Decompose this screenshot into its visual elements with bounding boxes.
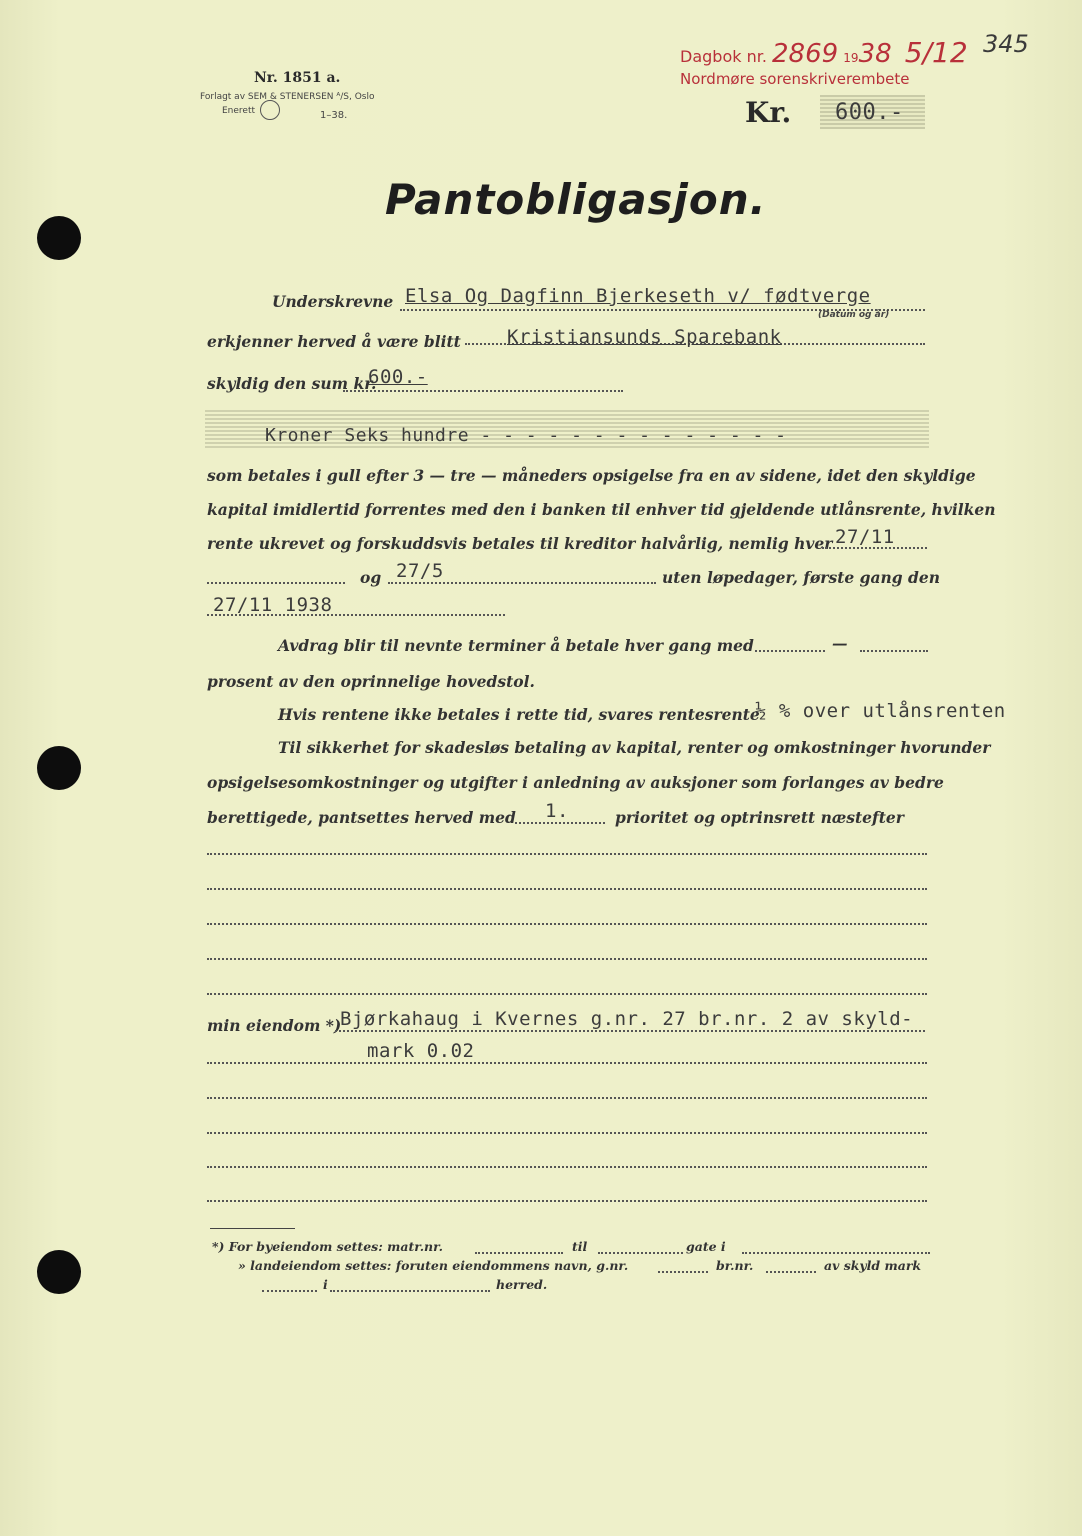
owe-dots xyxy=(343,390,623,392)
blank-line xyxy=(207,1097,927,1099)
property-dots xyxy=(335,1030,925,1032)
blank-line xyxy=(207,1166,927,1168)
footnote-line-3b: herred. xyxy=(496,1277,548,1292)
rente-line: Hvis rentene ikke betales i rette tid, svares rentesrente xyxy=(278,705,760,724)
footnote-line-2b: br.nr. xyxy=(716,1258,754,1273)
publisher-enerett: Enerett xyxy=(222,106,256,116)
publisher-line: Forlagt av SEM & STENERSEN ᴬ/S, Oslo xyxy=(200,92,375,102)
terms-line-1: som betales i gull efter 3 — tre — måneders opsigelse fra en av sidene, idet den skyldige xyxy=(207,466,976,485)
blank-line xyxy=(207,888,927,890)
term-line-dots xyxy=(207,582,345,584)
term1-value: 27/11 xyxy=(835,526,895,548)
punch-hole-bottom xyxy=(37,1250,81,1294)
creditor-value: Kristiansunds Sparebank xyxy=(507,326,782,348)
avdrag-line: Avdrag blir til nevnte terminer å betale hver gang med xyxy=(278,636,754,655)
footnote-dots xyxy=(658,1271,708,1273)
avdrag-dots-2 xyxy=(860,650,928,652)
property-line-2: mark 0.02 xyxy=(367,1040,475,1062)
journal-stamp-office: Nordmøre sorenskriverembete xyxy=(680,70,910,88)
undersigned-label: Underskrevne xyxy=(272,292,394,311)
blank-line xyxy=(207,923,927,925)
footnote-line-2a: » landeiendom settes: foruten eiendommens navn, g.nr. xyxy=(238,1258,629,1273)
blank-line xyxy=(207,853,927,855)
footnote-dots xyxy=(330,1290,490,1292)
property-line-1: Bjørkahaug i Kvernes g.nr. 27 br.nr. 2 av skyld- xyxy=(340,1008,914,1030)
terms-line-4: uten løpedager, første gang den xyxy=(662,568,940,587)
footnote-rule xyxy=(210,1228,295,1229)
footnote-line-1a: *) For byeiendom settes: matr.nr. xyxy=(212,1239,443,1254)
punch-hole-top xyxy=(37,216,81,260)
kr-label: Kr. xyxy=(745,96,792,129)
owe-label: skyldig den sum kr. xyxy=(207,374,377,393)
security-line-3-suffix: prioritet og optrinsrett næstefter xyxy=(615,808,904,827)
journal-number: 2869 xyxy=(772,39,839,69)
prosent-line: prosent av den oprinnelige hovedstol. xyxy=(207,672,535,691)
term2-value: 27/5 xyxy=(396,560,444,582)
security-line-1: Til sikkerhet for skadesløs betaling av kapital, renter og omkostninger hvorunder xyxy=(278,738,991,757)
acknowledge-label: erkjenner herved å være blitt xyxy=(207,332,461,351)
property-label: min eiendom *) xyxy=(207,1016,342,1035)
footnote-line-1b: til xyxy=(572,1239,588,1254)
blank-line xyxy=(207,958,927,960)
document-title: Pantobligasjon. xyxy=(385,175,767,224)
journal-stamp-line1 xyxy=(680,36,968,69)
journal-prefix: Dagbok nr. xyxy=(680,47,767,66)
avdrag-dots-1 xyxy=(755,650,825,652)
rente-value: ½ % over utlånsrenten xyxy=(755,700,1006,722)
undersigned-value: Elsa Og Dagfinn Bjerkeseth v/ fødtverge xyxy=(405,285,871,307)
property-dots-2 xyxy=(207,1062,927,1064)
security-line-3: berettigede, pantsettes herved med xyxy=(207,808,516,827)
terms-line-3: rente ukrevet og forskuddsvis betales til kreditor halvårlig, nemlig hver xyxy=(207,534,833,553)
publisher-logo xyxy=(260,100,280,120)
term2-dots xyxy=(388,582,656,584)
avdrag-dash: — xyxy=(832,634,848,653)
footnote-dots xyxy=(598,1252,683,1254)
blank-line xyxy=(207,1200,927,1202)
publisher-date: 1–38. xyxy=(320,110,348,121)
first-date: 27/11 1938 xyxy=(213,594,333,616)
journal-year: 38 xyxy=(858,39,892,69)
journal-date: 5/12 xyxy=(904,36,968,69)
form-number: Nr. 1851 a. xyxy=(254,70,341,86)
priority-value: 1. xyxy=(545,800,569,822)
footnote-dots xyxy=(475,1252,563,1254)
amount-words: Kroner Seks hundre - - - - - - - - - - - - - - xyxy=(265,425,787,446)
blank-line xyxy=(207,993,927,995)
footnote-dots xyxy=(262,1290,317,1292)
priority-dots xyxy=(515,822,605,824)
footnote-line-1c: gate i xyxy=(686,1239,726,1254)
security-line-2: opsigelsesomkostninger og utgifter i anledning av auksjoner som forlanges av bedre xyxy=(207,773,944,792)
og-label: og xyxy=(360,568,382,587)
footnote-line-3a: i xyxy=(323,1277,328,1292)
terms-line-2: kapital imidlertid forrentes med den i banken til enhver tid gjeldende utlånsrente, hvilken xyxy=(207,500,996,519)
kr-amount: 600.- xyxy=(835,100,904,125)
footnote-dots xyxy=(766,1271,816,1273)
footnote-dots xyxy=(742,1252,930,1254)
page-number: 345 xyxy=(983,30,1029,58)
date-hint: (Datum og år) xyxy=(818,310,890,320)
blank-line xyxy=(207,1132,927,1134)
owe-amount: 600.- xyxy=(368,366,428,388)
journal-year-prefix: 19 xyxy=(843,51,859,65)
punch-hole-middle xyxy=(37,746,81,790)
footnote-line-2c: av skyld mark xyxy=(824,1258,922,1273)
